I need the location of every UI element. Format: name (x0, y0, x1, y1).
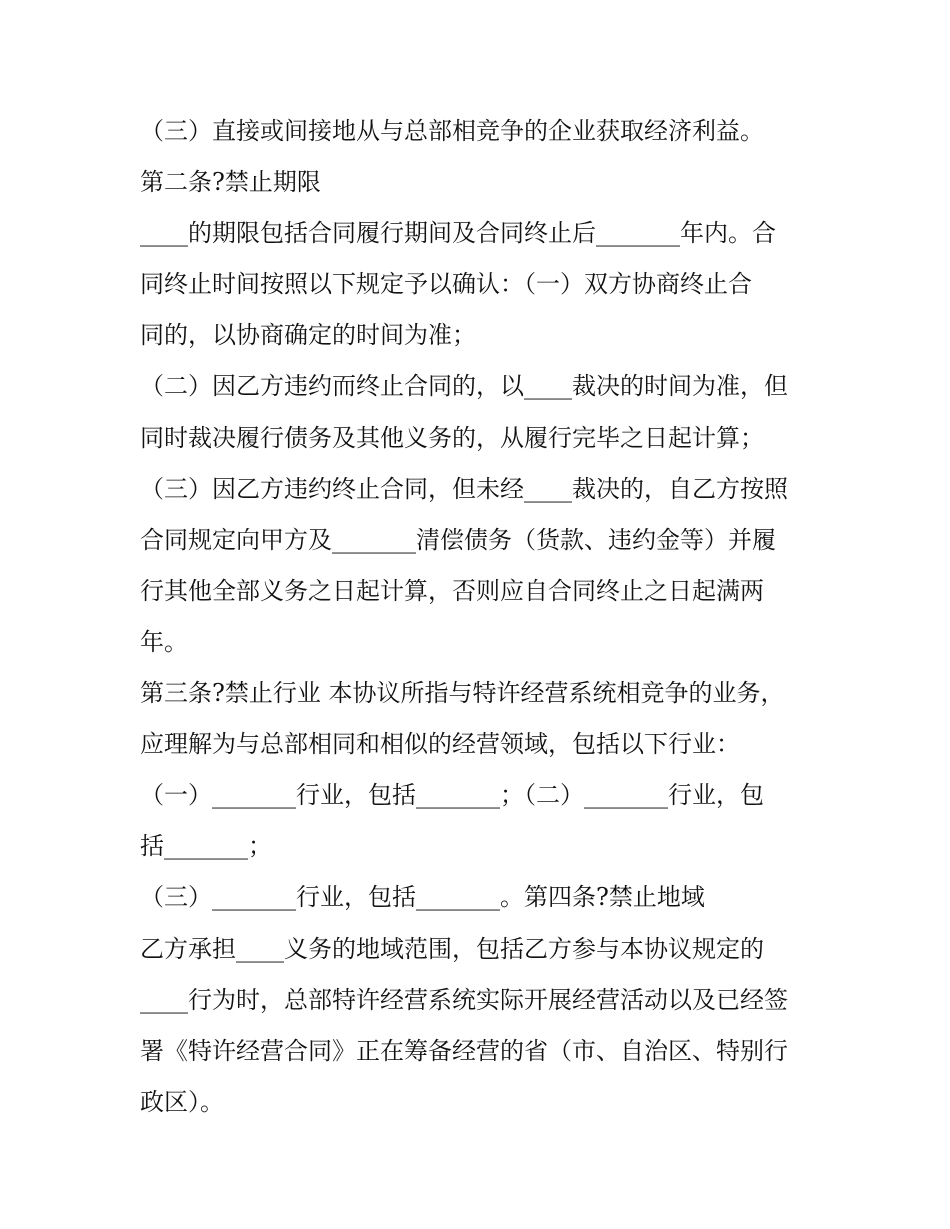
text-line: 年。 (140, 627, 188, 656)
text-line: 署《特许经营合同》正在筹备经营的省（市、自治区、特别行 (140, 1036, 788, 1065)
text-line: ____行为时，总部特许经营系统实际开展经营活动以及已经签 (140, 985, 788, 1014)
text-line: （三）因乙方违约终止合同，但未经____裁决的，自乙方按照 (140, 474, 788, 503)
text-line: 政区）。 (140, 1087, 224, 1116)
text-line: 同时裁决履行债务及其他义务的，从履行完毕之日起计算； (140, 423, 764, 452)
text-line: （二）因乙方违约而终止合同的，以____裁决的时间为准，但 (140, 372, 788, 401)
text-line: （三）_______行业，包括_______。第四条?禁止地域 (140, 883, 705, 912)
text-line: 应理解为与总部相同和相似的经营领域，包括以下行业： (140, 730, 740, 759)
text-line: （三）直接或间接地从与总部相竞争的企业获取经济利益。 (140, 117, 764, 145)
text-line: 乙方承担____义务的地域范围，包括乙方参与本协议规定的 (140, 934, 764, 963)
text-line: 同的，以协商确定的时间为准； (140, 321, 476, 350)
text-line: 同终止时间按照以下规定予以确认：（一）双方协商终止合 (140, 270, 752, 299)
text-line: 括_______； (140, 832, 272, 861)
contract-text (140, 106, 820, 1128)
section-heading-prohibition-period: 第二条?禁止期限 (140, 168, 321, 197)
text-line: ____的期限包括合同履行期间及合同终止后_______年内。合 (140, 219, 776, 248)
text-line: 行其他全部义务之日起计算，否则应自合同终止之日起满两 (140, 576, 764, 605)
section-heading-prohibited-industry: 第三条?禁止行业 本协议所指与特许经营系统相竞争的业务， (140, 679, 785, 708)
text-line: （一）_______行业，包括_______；（二）_______行业，包 (140, 781, 764, 810)
text-line: 合同规定向甲方及_______清偿债务（货款、违约金等）并履 (140, 525, 776, 554)
